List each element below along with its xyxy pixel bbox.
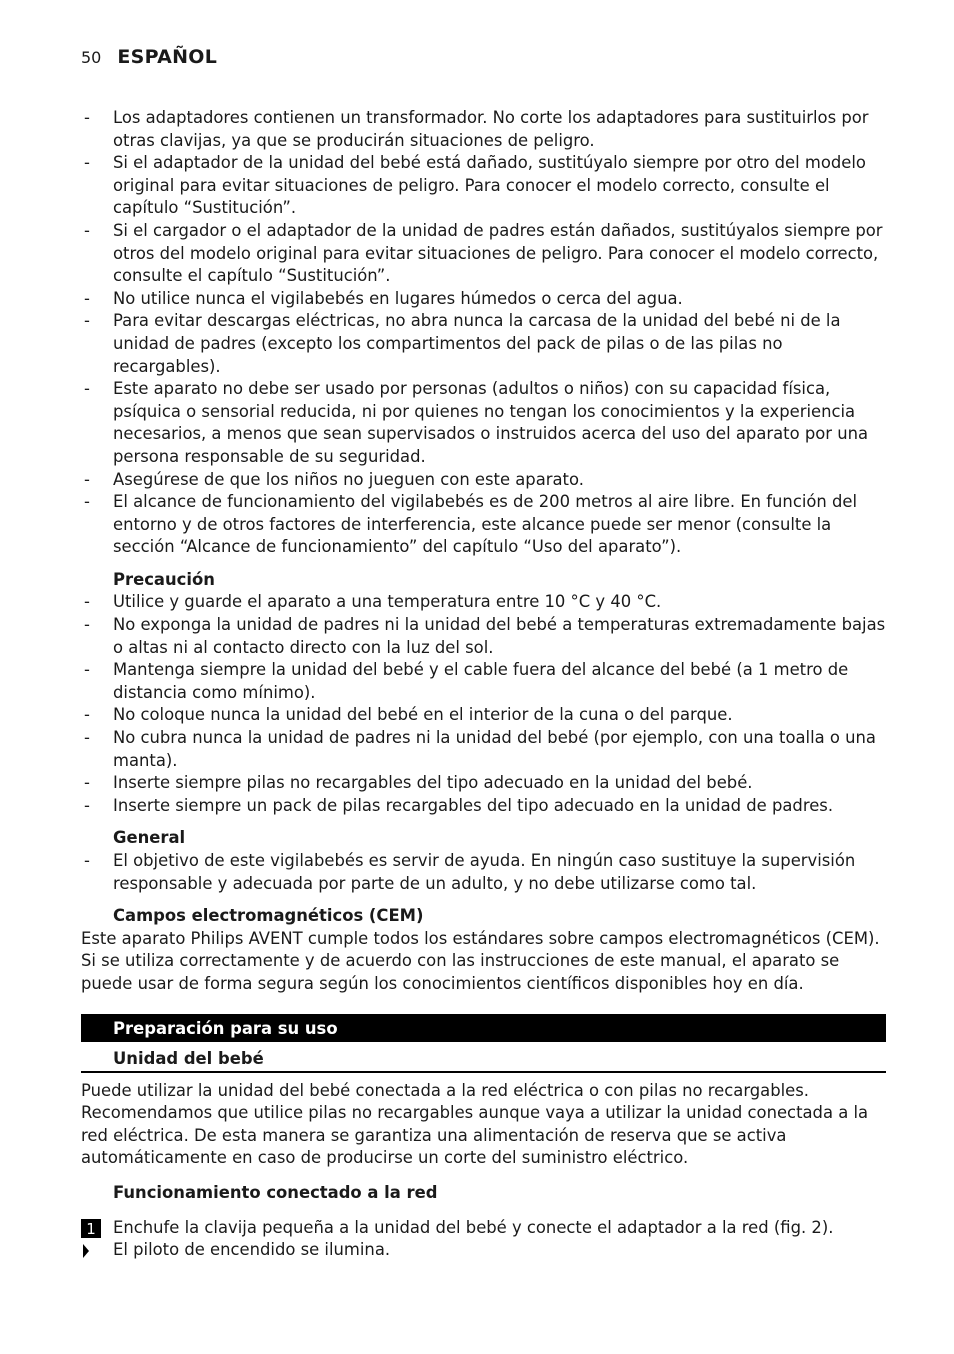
warning-item: - Asegúrese de que los niños no jueguen con este aparato. bbox=[81, 469, 886, 492]
caution-list bbox=[81, 591, 886, 817]
warning-item: - El alcance de funcionamiento del vigilabebés es de 200 metros al aire libre. En función del entorno y de otros factores de interferencia, este alcance puede ser menor (consulte la sección “Alcance de funcionamiento” del capítulo “Uso del aparato”). bbox=[81, 491, 886, 559]
caution-item: - Inserte siempre pilas no recargables del tipo adecuado en la unidad del bebé. bbox=[81, 772, 886, 795]
general-heading: General bbox=[113, 828, 186, 848]
caution-heading: Precaución bbox=[113, 569, 215, 589]
mains-heading: Funcionamiento conectado a la red bbox=[113, 1182, 438, 1202]
result-text: El piloto de encendido se ilumina. bbox=[113, 1240, 391, 1260]
warning-item: - Este aparato no debe ser usado por personas (adultos o niños) con su capacidad física, psíquica o sensorial reducida, ni por quienes no tengan los conocimientos y la experiencia necesarios, a menos que sean supervisados o instruidos acerca del uso del aparato por una persona responsable de su seguridad. bbox=[81, 378, 886, 468]
result-arrow-icon bbox=[83, 1244, 89, 1258]
baby-unit-paragraph: Puede utilizar la unidad del bebé conectada a la red eléctrica o con pilas no recargables. Recomendamos que utilice pilas no recargables aunque vaya a utilizar la unidad conectada a la red eléctrica. De esta manera se garantiza una alimentación de reserva que se activa automáticamente en caso de producirse un corte del suministro eléctrico. bbox=[81, 1080, 869, 1168]
general-item: - El objetivo de este vigilabebés es servir de ayuda. En ningún caso sustituye la supervisión responsable y adecuada por parte de un adulto, y no debe utilizarse como tal. bbox=[81, 850, 886, 895]
caution-item: - No cubra nunca la unidad de padres ni la unidad del bebé (por ejemplo, con una toalla o una manta). bbox=[81, 727, 886, 772]
general-list bbox=[81, 850, 886, 895]
page-header bbox=[81, 46, 217, 68]
step-result bbox=[81, 1239, 886, 1262]
warning-item: - Para evitar descargas eléctricas, no abra nunca la carcasa de la unidad del bebé ni de la unidad de padres (excepto los compartimentos del pack de pilas o de las pilas no recargables). bbox=[81, 310, 886, 378]
page-content bbox=[81, 107, 886, 1262]
warnings-list bbox=[81, 107, 886, 559]
warning-item: - Los adaptadores contienen un transformador. No corte los adaptadores para sustituirlos por otras clavijas, ya que se producirán situaciones de peligro. bbox=[81, 107, 886, 152]
step-text: Enchufe la clavija pequeña a la unidad del bebé y conecte el adaptador a la red (fig. 2). bbox=[113, 1217, 834, 1237]
emf-heading: Campos electromagnéticos (CEM) bbox=[113, 906, 424, 926]
section-heading-preparation: Preparación para su uso bbox=[81, 1014, 886, 1042]
language-heading: ESPAÑOL bbox=[117, 46, 218, 68]
caution-item: - Utilice y guarde el aparato a una temperatura entre 10 °C y 40 °C. bbox=[81, 591, 886, 614]
warning-item: - No utilice nunca el vigilabebés en lugares húmedos o cerca del agua. bbox=[81, 288, 886, 311]
step-number-badge: 1 bbox=[81, 1219, 101, 1238]
warning-item: - Si el adaptador de la unidad del bebé está dañado, sustitúyalo siempre por otro del modelo original para evitar situaciones de peligro. Para conocer el modelo correcto, consulte el capítulo “Sustitución”. bbox=[81, 152, 886, 220]
caution-item: - No coloque nunca la unidad del bebé en el interior de la cuna o del parque. bbox=[81, 704, 886, 727]
caution-item: - No exponga la unidad de padres ni la unidad del bebé a temperaturas extremadamente bajas o altas ni al contacto directo con la luz del sol. bbox=[81, 614, 886, 659]
page-number: 50 bbox=[81, 48, 102, 67]
warning-item: - Si el cargador o el adaptador de la unidad de padres están dañados, sustitúyalos siempre por otros del modelo original para evitar situaciones de peligro. Para conocer el modelo correcto, consulte el capítulo “Sustitución”. bbox=[81, 220, 886, 288]
caution-item: - Mantenga siempre la unidad del bebé y el cable fuera del alcance del bebé (a 1 metro de distancia como mínimo). bbox=[81, 659, 886, 704]
baby-unit-heading: Unidad del bebé bbox=[81, 1042, 886, 1073]
step-item bbox=[81, 1217, 886, 1240]
emf-paragraph: Este aparato Philips AVENT cumple todos los estándares sobre campos electromagnéticos (CEM). Si se utiliza correctamente y de acuerdo con las instrucciones de este manual, el aparato se puede usar de forma segura según los conocimientos científicos disponibles hoy en día. bbox=[81, 928, 880, 993]
caution-item: - Inserte siempre un pack de pilas recargables del tipo adecuado en la unidad de padres. bbox=[81, 795, 886, 818]
